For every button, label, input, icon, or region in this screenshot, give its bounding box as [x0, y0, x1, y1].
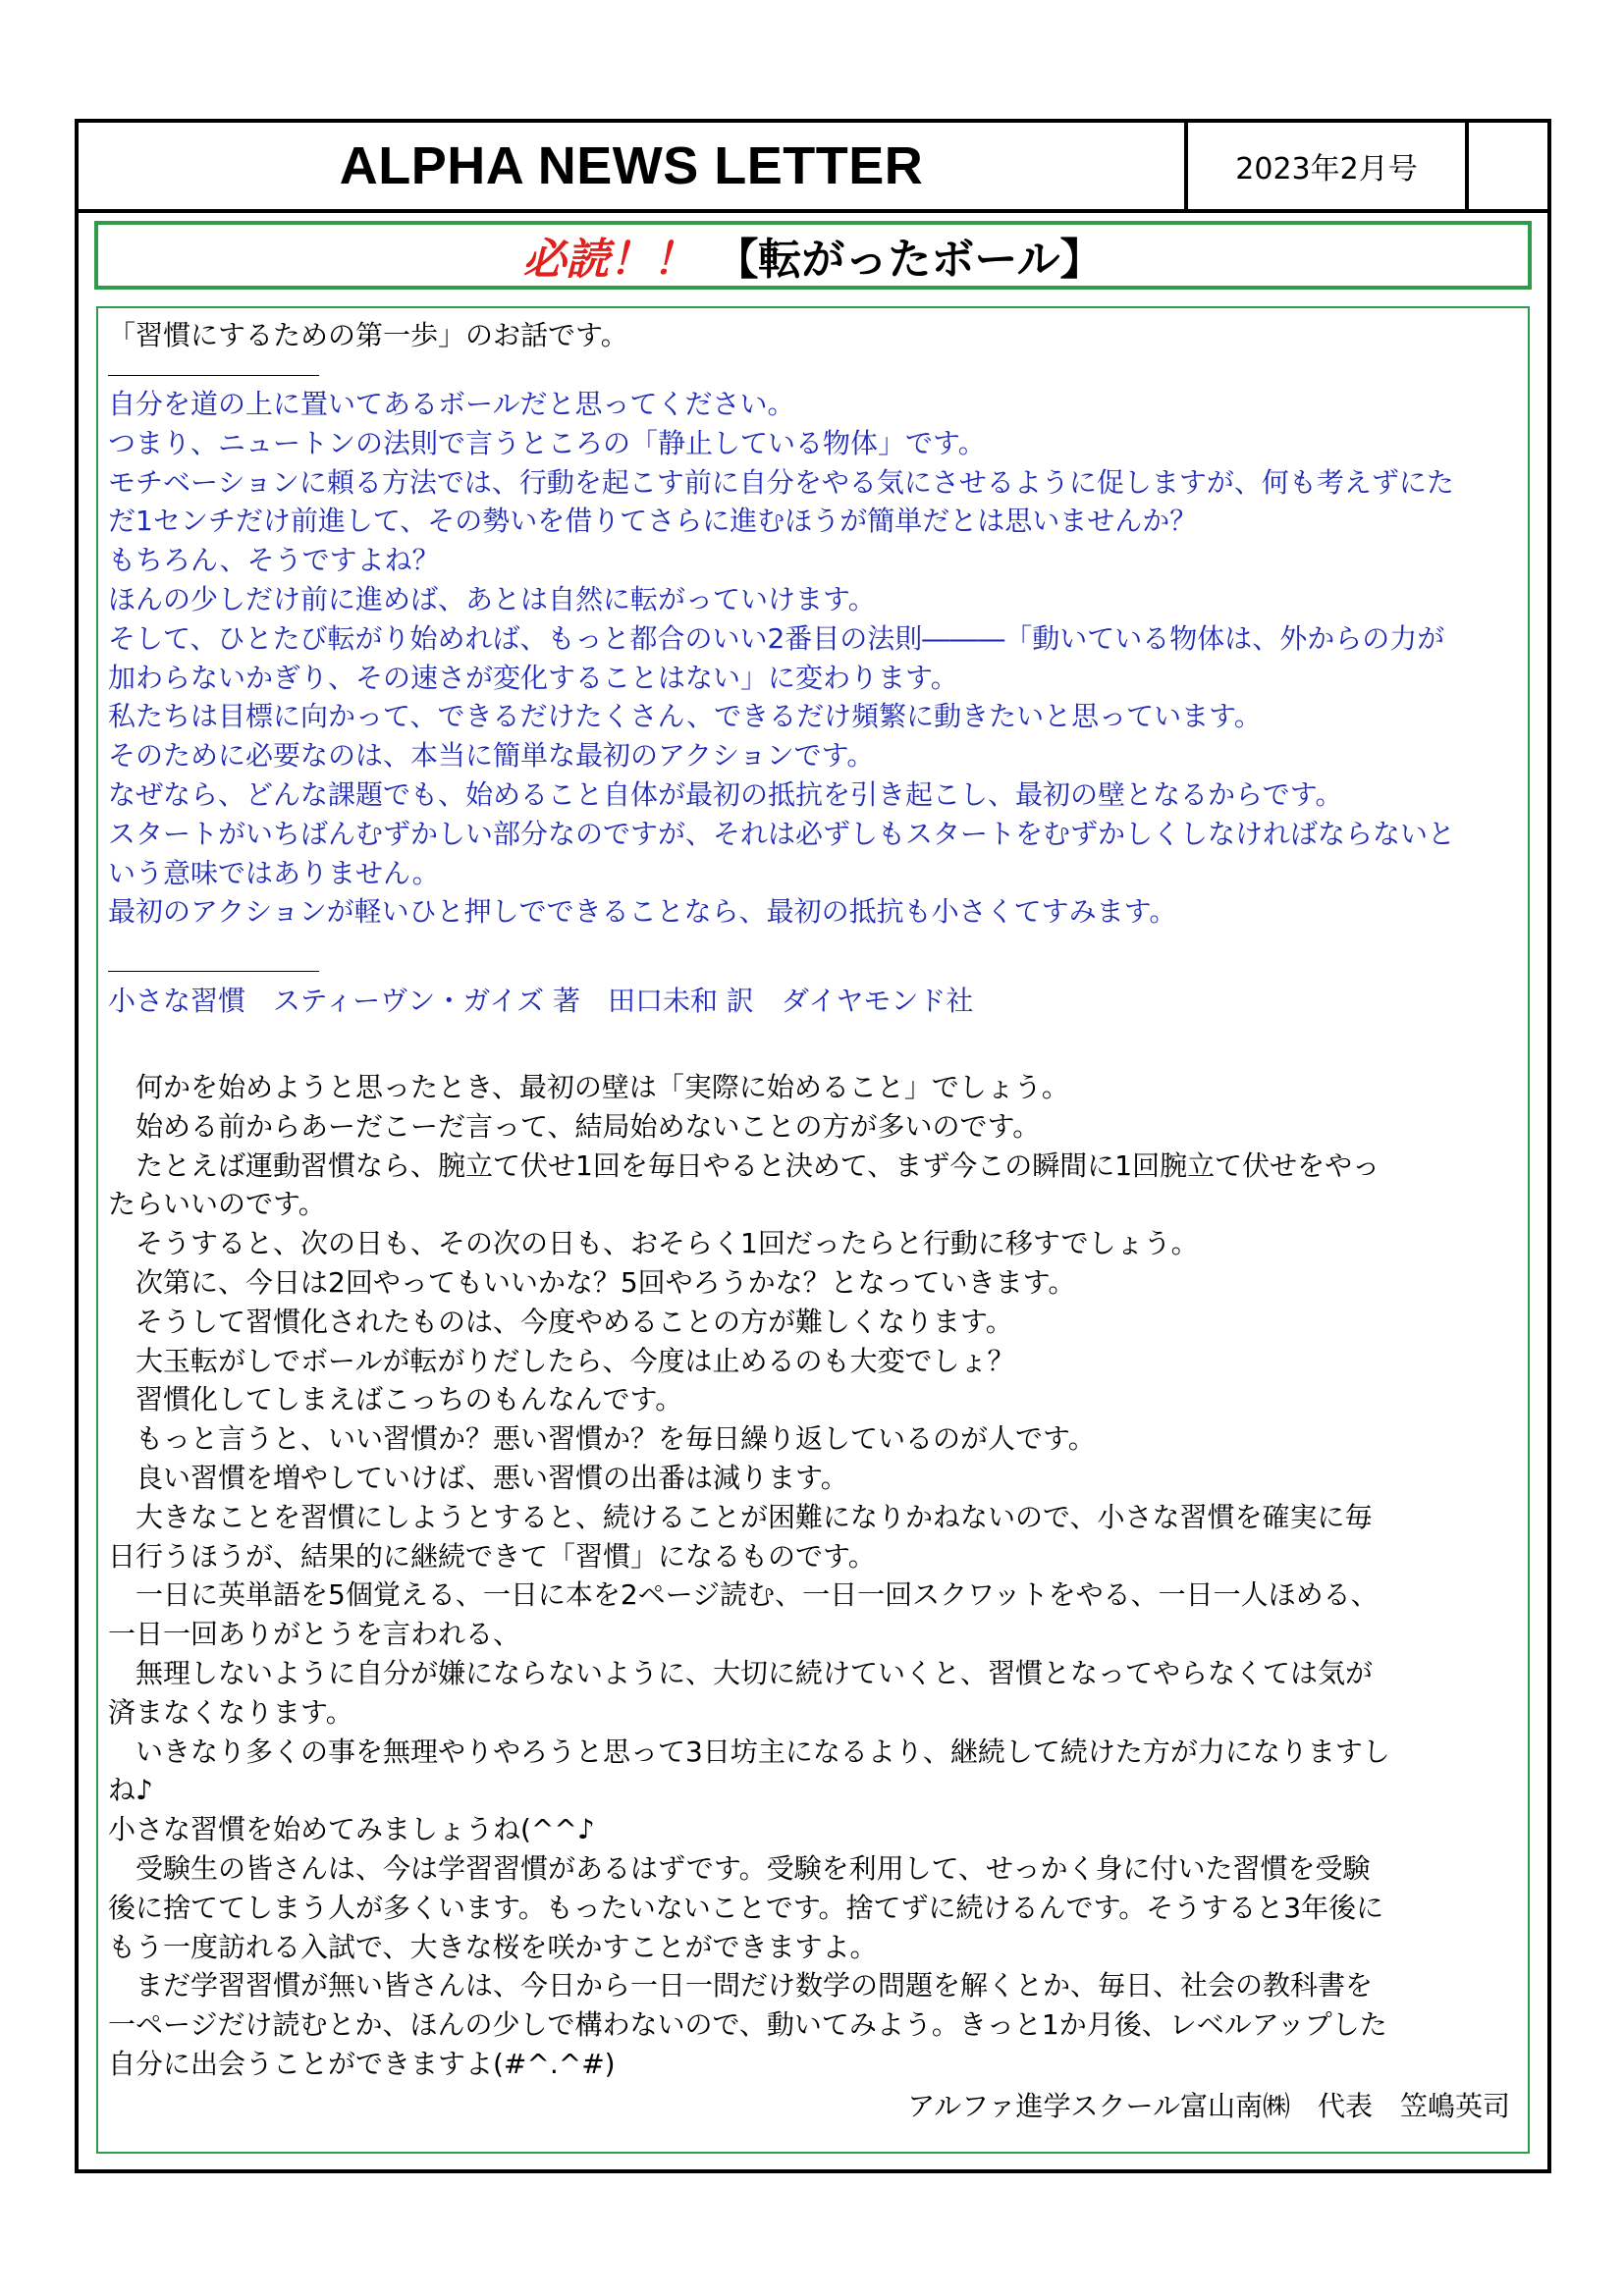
- signature: アルファ進学スクール富山南㈱ 代表 笠嶋英司: [907, 2090, 1510, 2122]
- body-line: 次第に、今日は2回やってもいいかな？5回やろうかな？となっていきます。: [108, 1266, 1076, 1299]
- topic-banner: [94, 221, 1532, 290]
- body-line: 良い習慣を増やしていけば、悪い習慣の出番は減ります。: [108, 1462, 848, 1494]
- article-body: [96, 306, 1530, 2154]
- quote-line: 自分を道の上に置いてあるボールだと思ってください。: [108, 388, 795, 420]
- body-line: 後に捨ててしまう人が多くいます。もったいないことです。捨てずに続けるんです。そうすると3年後に: [108, 1891, 1384, 1924]
- book-source: 小さな習慣 スティーヴン・ガイズ 著 田口未和 訳 ダイヤモンド社: [108, 985, 974, 1017]
- body-line: 一日に英単語を5個覚える、一日に本を2ページ読む、一日一回スクワットをやる、一日一人ほめる、: [108, 1578, 1379, 1612]
- newsletter-title: ALPHA NEWS LETTER: [79, 123, 1188, 209]
- header-empty-cell: [1469, 123, 1547, 209]
- body-line: もっと言うと、いい習慣か？悪い習慣か？を毎日繰り返しているのが人です。: [108, 1422, 1096, 1456]
- body-line: いきなり多くの事を無理やりやろうと思って3日坊主になるより、継続して続けた方が力になりますし: [108, 1735, 1390, 1768]
- body-line: 受験生の皆さんは、今は学習習慣があるはずです。受験を利用して、せっかく身に付いた習慣を受験: [108, 1852, 1371, 1885]
- body-line: 済まなくなります。: [108, 1695, 353, 1729]
- body-line: 何かを始めようと思ったとき、最初の壁は「実際に始めること」でしょう。: [108, 1071, 1069, 1103]
- body-line: 大きなことを習慣にしようとすると、続けることが困難になりかねないので、小さな習慣を確実に毎: [108, 1500, 1373, 1533]
- quote-line: そして、ひとたび転がり始めれば、もっと都合のいい2番目の法則―――「動いている物体は、外からの力が: [108, 621, 1445, 655]
- body-line: そうして習慣化されたものは、今度やめることの方が難しくなります。: [108, 1305, 1013, 1338]
- separator-rule: [108, 375, 319, 376]
- body-line: 日行うほうが、結果的に継続できて「習慣」になるものです。: [108, 1539, 876, 1573]
- body-line: 始める前からあーだこーだ言って、結局始めないことの方が多いのです。: [108, 1109, 1041, 1143]
- body-line: 無理しないように自分が嫌にならないように、大切に続けていくと、習慣となってやらなくては気が: [108, 1657, 1374, 1689]
- separator-rule: [108, 971, 319, 972]
- quote-line: だ1センチだけ前進して、その勢いを借りてさらに進むほうが簡単だとは思いませんか？: [108, 505, 1198, 538]
- body-line: 自分に出会うことができますよ(#^.^#): [108, 2048, 616, 2080]
- body-line: たとえば運動習慣なら、腕立て伏せ1回を毎日やると決めて、まず今この瞬間に1回腕立て伏せをやっ: [108, 1148, 1380, 1182]
- quote-line: 加わらないかぎり、その速さが変化することはない」に変わります。: [108, 661, 958, 694]
- quote-line: いう意味ではありません。: [108, 856, 440, 889]
- quote-line: スタートがいちばんむずかしい部分なのですが、それは必ずしもスタートをむずかしくしなければならないと: [108, 817, 1456, 850]
- header: [79, 123, 1547, 213]
- body-line: もう一度訪れる入試で、大きな桜を咲かすことができますよ。: [108, 1930, 878, 1963]
- quote-line: なぜなら、どんな課題でも、始めること自体が最初の抵抗を引き起こし、最初の壁となるからです。: [108, 778, 1343, 811]
- issue-date: 2023年2月号: [1188, 123, 1469, 209]
- body-line: 習慣化してしまえばこっちのもんなんです。: [108, 1383, 683, 1416]
- quote-line: 私たちは目標に向かって、できるだけたくさん、できるだけ頻繁に動きたいと思っています。: [108, 700, 1262, 733]
- body-line: ね♪: [108, 1774, 153, 1807]
- must-read-label: 必読！！: [522, 235, 696, 285]
- body-line: たらいいのです。: [108, 1188, 326, 1221]
- topic-title: 【転がったボール】: [715, 235, 1104, 285]
- body-line: 小さな習慣を始めてみましょうね(^^♪: [108, 1813, 595, 1846]
- body-line: まだ学習習慣が無い皆さんは、今日から一日一問だけ数学の問題を解くとか、毎日、社会の教科書を: [108, 1969, 1374, 2002]
- quote-line: 最初のアクションが軽いひと押しでできることなら、最初の抵抗も小さくてすみます。: [108, 895, 1177, 929]
- quote-line: そのために必要なのは、本当に簡単な最初のアクションです。: [108, 739, 875, 773]
- quote-line: つまり、ニュートンの法則で言うところの「静止している物体」です。: [108, 426, 986, 459]
- quote-line: モチベーションに頼る方法では、行動を起こす前に自分をやる気にさせるように促しますが、何も考えずにた: [108, 465, 1454, 499]
- intro-line: 「習慣にするための第一歩」のお話です。: [108, 319, 628, 351]
- quote-line: ほんの少しだけ前に進めば、あとは自然に転がっていけます。: [108, 583, 876, 615]
- body-line: 一日一回ありがとうを言われる、: [108, 1618, 521, 1651]
- body-line: そうすると、次の日も、その次の日も、おそらく1回だったらと行動に移すでしょう。: [108, 1227, 1199, 1260]
- body-line: 大玉転がしでボールが転がりだしたら、今度は止めるのも大変でしょ？: [108, 1344, 1015, 1377]
- quote-line: もちろん、そうですよね？: [108, 544, 440, 577]
- body-line: 一ページだけ読むとか、ほんの少しで構わないので、動いてみよう。きっと1か月後、レベルアップした: [108, 2008, 1387, 2042]
- newsletter-frame: [75, 119, 1551, 2173]
